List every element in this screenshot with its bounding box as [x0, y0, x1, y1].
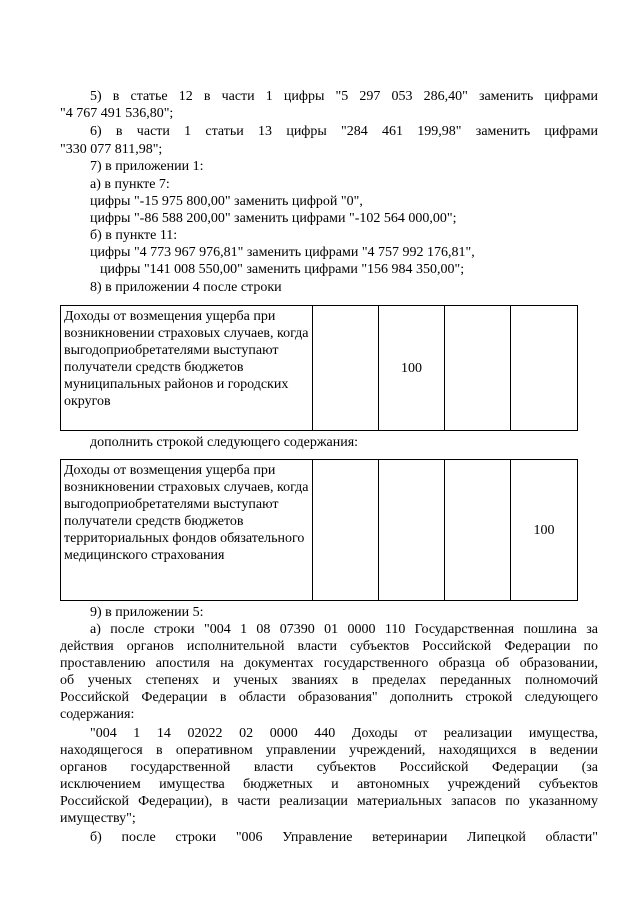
table-row: [61, 460, 578, 601]
table-cell-value: 100: [379, 306, 445, 431]
text-line: б) в пункте 11:: [90, 228, 178, 243]
text-line: а) после строки "004 1 08 07390 01 0000 110 Государственная пошлина за: [90, 622, 598, 637]
text-line: "004 1 14 02022 02 0000 440 Доходы от реализации имущества,: [90, 726, 598, 741]
text-line: 6) в части 1 статьи 13 цифры "284 461 199,98" заменить цифрами: [90, 124, 598, 139]
text-line: а) в пункте 7:: [90, 177, 170, 192]
text-line: "4 767 491 536,80";: [60, 106, 174, 121]
table-cell: [379, 460, 445, 601]
text-line: "330 077 811,98";: [60, 142, 163, 157]
text-line: 5) в статье 12 в части 1 цифры "5 297 053 286,40" заменить цифрами: [90, 89, 598, 104]
text-line: б) после строки "006 Управление ветеринарии Липецкой области": [90, 830, 598, 845]
table-row: [61, 306, 578, 431]
text-line: содержания:: [60, 707, 135, 722]
table-cell-description: Доходы от возмещения ущерба при возникновении страховых случаев, когда выгодоприобретателями выступают получатели средств бюджетов муниципальных районов и городских округов: [61, 306, 313, 431]
text-line: цифры "-15 975 800,00" заменить цифрой "0",: [90, 194, 363, 209]
text-line: цифры "141 008 550,00" заменить цифрами "156 984 350,00";: [100, 262, 465, 277]
table-cell: [313, 460, 379, 601]
table-cell: [511, 306, 578, 431]
text-line: 7) в приложении 1:: [90, 159, 204, 174]
text-line: органов государственной власти субъектов Российской Федерации (за: [60, 760, 598, 775]
text-line: цифры "-86 588 200,00" заменить цифрами "-102 564 000,00";: [90, 211, 457, 226]
text-line: 8) в приложении 4 после строки: [90, 280, 282, 295]
text-line: находящегося в оперативном управлении учреждений, находящихся в ведении: [60, 743, 598, 758]
text-line: об ученых степенях и ученых званиях в пределах переданных полномочий: [60, 673, 598, 688]
table-cell: [445, 306, 511, 431]
table-cell: [445, 460, 511, 601]
text-line: имуществу";: [60, 811, 136, 826]
text-line: Российской Федерации), в части реализации материальных запасов по указанному: [60, 794, 598, 809]
text-line: цифры "4 773 967 976,81" заменить цифрами "4 757 992 176,81",: [90, 245, 475, 260]
revenue-table-new: [60, 459, 578, 601]
table-cell-description: Доходы от возмещения ущерба при возникновении страховых случаев, когда выгодоприобретателями выступают получатели средств бюджетов территориальных фондов обязательного медицинского страхования: [61, 460, 313, 601]
table-cell-value: 100: [511, 460, 578, 601]
text-line: Российской Федерации в области образования" дополнить строкой следующего: [60, 690, 598, 705]
text-line: исключением имущества бюджетных и автономных учреждений субъектов: [60, 777, 598, 792]
text-line: дополнить строкой следующего содержания:: [90, 435, 359, 450]
table-cell: [313, 306, 379, 431]
text-line: проставлению апостиля на документах государственного образца об образовании,: [60, 656, 598, 671]
revenue-table-original: [60, 305, 578, 431]
text-line: 9) в приложении 5:: [90, 605, 204, 620]
text-line: действия органов исполнительной власти субъектов Российской Федерации по: [60, 639, 598, 654]
